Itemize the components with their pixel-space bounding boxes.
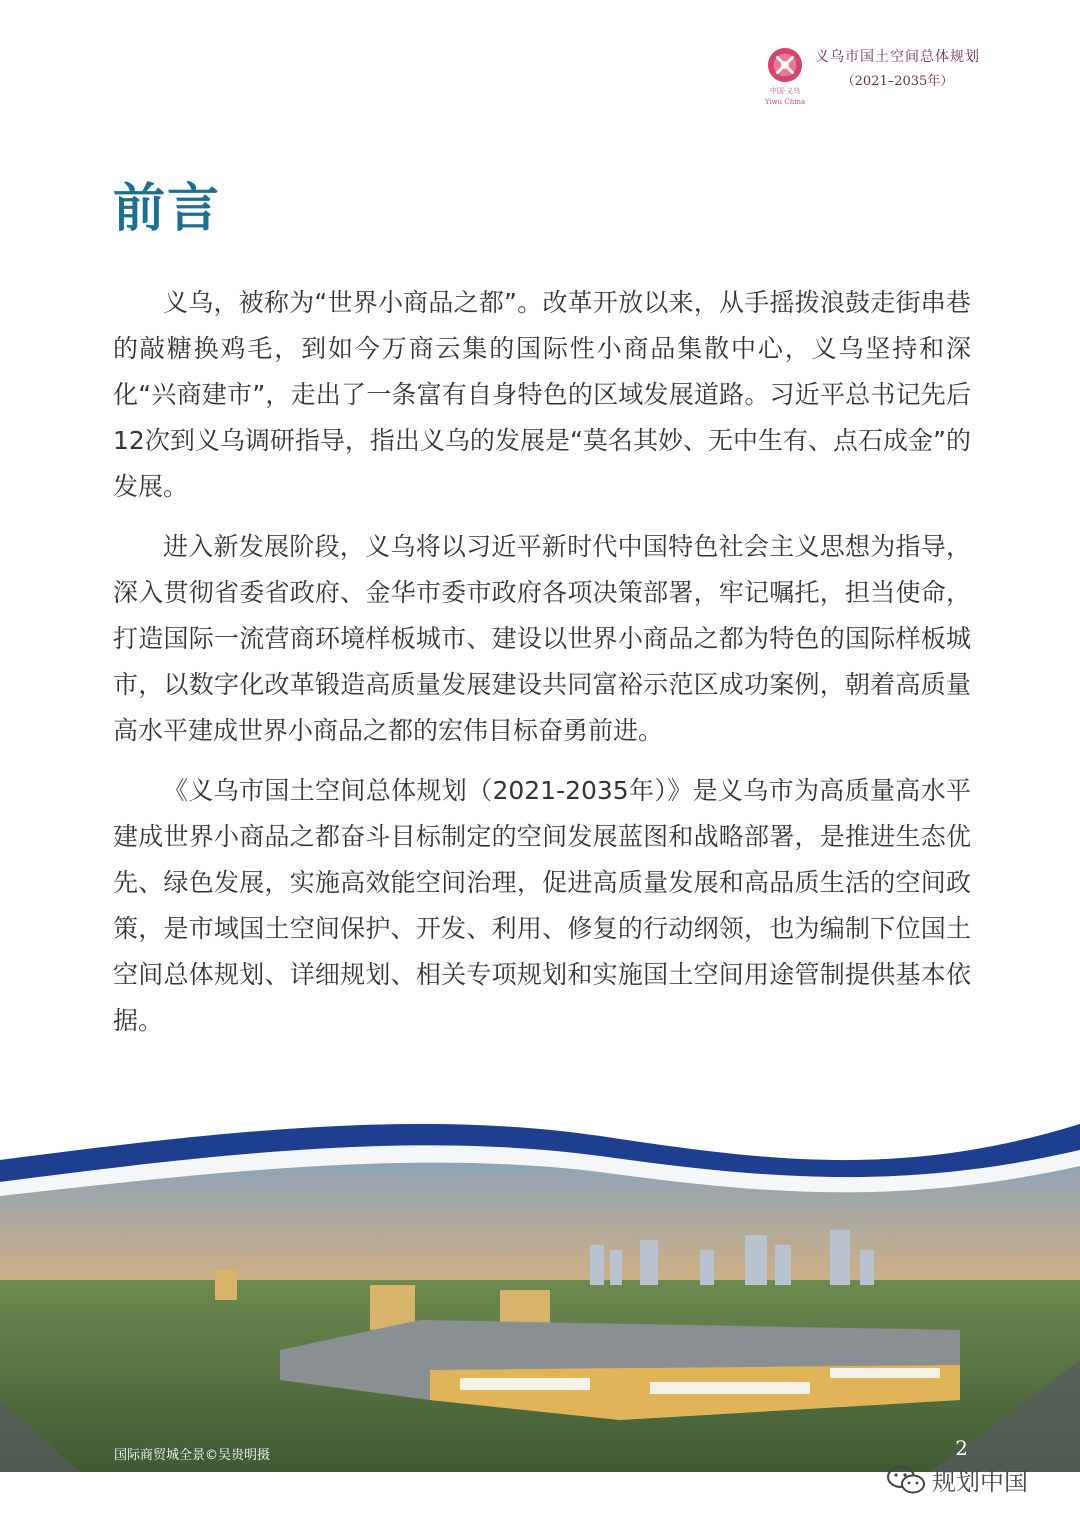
paragraph-2: 进入新发展阶段，义乌将以习近平新时代中国特色社会主义思想为指导，深入贯彻省委省政府、金华市委市政府各项决策部署，牢记嘱托，担当使命，打造国际一流营商环境样板城市、建设以世界小商品之都为特色的国际样板城市，以数字化改革锻造高质量发展建设共同富裕示范区成功案例，朝着高质量高水平建成世界小商品之都的宏伟目标奋勇前进。 <box>113 532 971 745</box>
wechat-icon <box>886 1464 926 1496</box>
watermark-text: 规划中国 <box>932 1468 1028 1496</box>
header-years: （2021–2035年） <box>841 74 954 89</box>
preface-body <box>113 280 971 1058</box>
paragraph-1: 义乌，被称为“世界小商品之都”。改革开放以来，从手摇拨浪鼓走街串巷的敲糖换鸡毛，到如今万商云集的国际性小商品集散中心，义乌坚持和深化“兴商建市”，走出了一条富有自身特色的区域发展道路。习近平总书记先后12次到义乌调研指导，指出义乌的发展是“莫名其妙、无中生有、点石成金”的发展。 <box>113 288 971 501</box>
photo-caption: 国际商贸城全景©吴贵明摄 <box>114 1448 271 1463</box>
paragraph-3: 《义乌市国土空间总体规划（2021-2035年）》是义乌市为高质量高水平建成世界小商品之都奋斗目标制定的空间发展蓝图和战略部署，是推进生态优先、绿色发展，实施高效能空间治理，促进高质量发展和高品质生活的空间政策，是市域国土空间保护、开发、利用、修复的行动纲领，也为编制下位国土空间总体规划、详细规划、相关专项规划和实施国土空间用途管制提供基本依据。 <box>113 776 971 1035</box>
page-number: 2 <box>955 1436 968 1460</box>
wechat-watermark <box>886 1462 1028 1497</box>
page-title: 前言 <box>113 179 222 239</box>
yiwu-logo <box>763 46 807 106</box>
header-title: 义乌市国土空间总体规划 <box>815 49 980 65</box>
flower-logo-icon <box>766 46 804 84</box>
header-text <box>815 46 980 89</box>
logo-caption: 中国·义乌 <box>769 87 801 95</box>
aerial-city-photo <box>0 1100 1080 1472</box>
logo-caption-en: Yiwu China <box>764 98 806 106</box>
document-header <box>763 46 980 106</box>
